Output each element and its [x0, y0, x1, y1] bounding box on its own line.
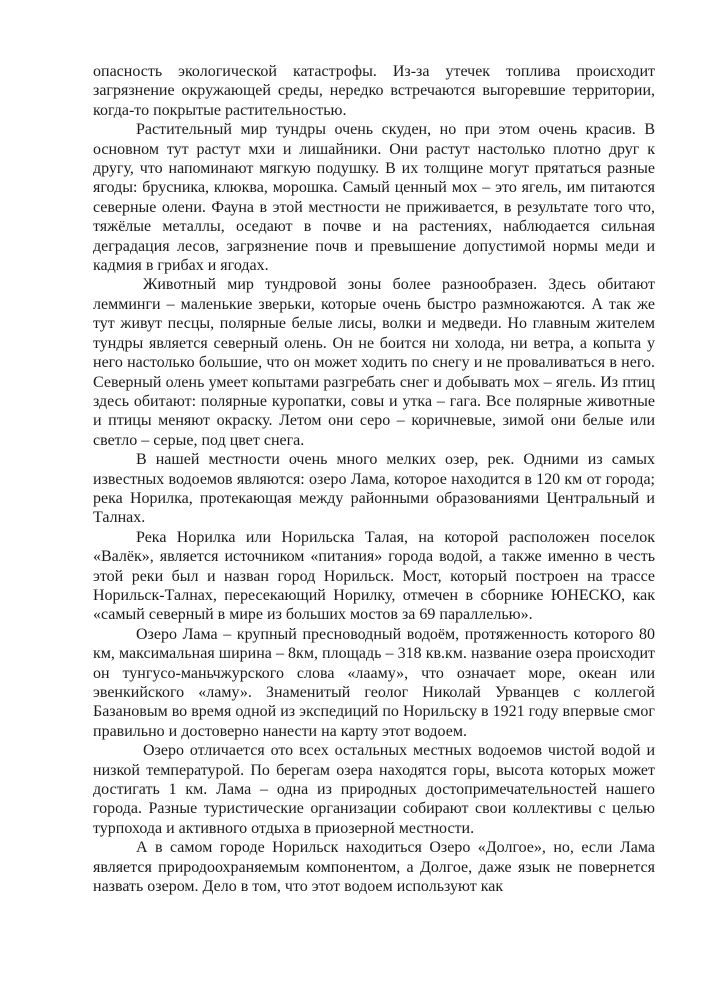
- page-text-block: [93, 62, 655, 896]
- paragraph-continuation: опасность экологической катастрофы. Из-за утечек топлива происходит загрязнение окружающей среды, нередко встречаются выгоревшие территории, когда-то покрытые растительностью.: [93, 63, 655, 119]
- paragraph-norilka-river: Река Норилка или Норильска Талая, на которой расположен поселок «Валёк», является источником «питания» города водой, а также именно в честь этой реки был и назван город Норильск. Мост, который построен на трассе Норильск-Талнах, пересекающий Норилку, отмечен в сборнике ЮНЕСКО, как «самый северный в мире из больших мостов за 69 параллелью».: [93, 528, 655, 624]
- paragraph-lake-lama-features: Озеро отличается ото всех остальных местных водоемов чистой водой и низкой температурой. По берегам озера находятся горы, высота которых может достигать 1 км. Лама – одна из природных достопримечательностей нашего города. Разные туристические организации собирают свои коллективы с целью турпохода и активного отдыха в приозерной местности.: [93, 742, 655, 837]
- paragraph-lake-dolgoe: А в самом городе Норильск находиться Озеро «Долгое», но, если Лама является природоохраняемым компонентом, а Долгое, даже язык не повернется назвать озером. Дело в том, что этот водоем используют как: [93, 839, 655, 896]
- paragraph-lake-lama: Озеро Лама – крупный пресноводный водоём, протяженность которого 80 км, максимальная ширина – 8км, площадь – 318 кв.км. название озера происходит он тунгусо-маньчжурского слова «лааму», что означает море, океан или эвенкийского «ламу». Знаменитый геолог Николай Урванцев с коллегой Базановым во время одной из экспедиций по Норильску в 1921 году впервые смог правильно и достоверно нанести на карту этот водоем.: [93, 625, 655, 740]
- paragraph-flora: Растительный мир тундры очень скуден, но при этом очень красив. В основном тут растут мхи и лишайники. Они растут настолько плотно друг к другу, что напоминают мягкую подушку. В их толщине могут прятаться разные ягоды: брусника, клюква, морошка. Самый ценный мох – это ягель, им питаются северные олени. Фауна в этой местности не приживается, в результате того что, тяжёлые металлы, оседают в почве и на растениях, наблюдается сильная деградация лесов, загрязнение почв и превышение допустимой нормы меди и кадмия в грибах и ягодах.: [93, 121, 655, 275]
- paragraph-fauna: Животный мир тундровой зоны более разнообразен. Здесь обитают лемминги – маленькие зверьки, которые очень быстро размножаются. А так же тут живут песцы, полярные белые лисы, волки и медведи. Но главным жителем тундры является северный олень. Он не боится ни холода, ни ветра, а копыта у него настолько большие, что он может ходить по снегу и не проваливаться в него. Северный олень умеет копытами разгребать снег и добывать мох – ягель. Из птиц здесь обитают: полярные куропатки, совы и утка – гага. Все полярные животные и птицы меняют окраску. Летом они серо – коричневые, зимой они белые или светло – серые, под цвет снега.: [93, 276, 655, 449]
- paragraph-lakes-intro: В нашей местности очень много мелких озер, рек. Одними из самых известных водоемов являются: озеро Лама, которое находится в 120 км от города; река Норилка, протекающая между районными образованиями Центральный и Талнах.: [93, 451, 655, 527]
